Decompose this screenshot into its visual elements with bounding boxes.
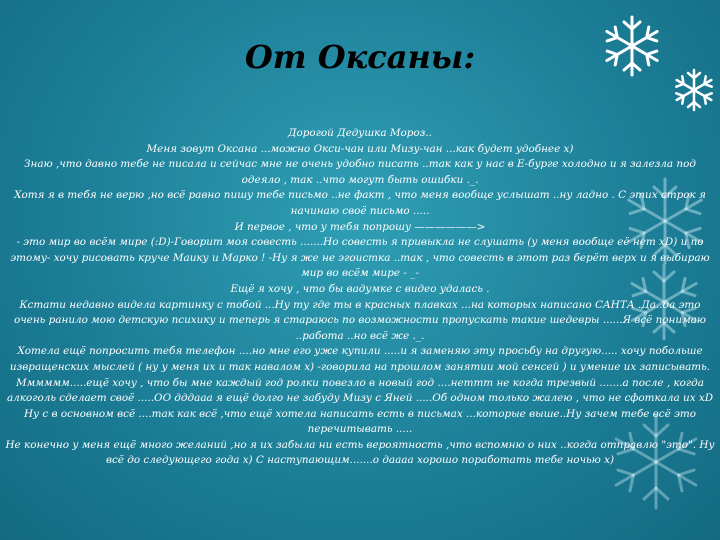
letter-line: И первое , что у тебя попрошу ——————> [234, 220, 486, 233]
letter-line: Меня зовут Оксана ...можно Окси-чан или Мизу-чан ...как будет удобнее х) [146, 142, 574, 155]
letter-line: Хотела ещё попросить тебя телефон ....но мне его уже купили .....и я заменяю эту просьбу на другую..... хочу побольше извращенских мыслей ( ну у меня их и так навалом х) -говорила на прошлом занятии мой сенсей ) и умение их записывать. Мммммм.....ещё хочу , что бы мне каждый год ролки повезло в новый год ....неттт не когда трезвый .......а после , когда алкоголь сделает своё .....ОО дддааа я ещё долго не забуду Мизу с Яней .....Об одном только жалею , что не сфоткала их xD [6, 345, 714, 405]
letter-line: - это мир во всём мире (:D)-Говорит моя совесть .......Но совесть я привыкла не слушать (у меня вообще её нет xD) и по этому- хочу рисовать круче Маику и Марко ! -Ну я же не эгоистка ..так , что совесть в этот раз берёт верх и я выбираю мир во всём мире - _- [10, 236, 710, 280]
letter-line: Ну с в основном всё ....так как всё ,что ещё хотела написать есть в письмах ...которые выше..Ну зачем тебе всё это перечитывать ..... [23, 407, 697, 436]
letter-line: Знаю ,что давно тебе не писала и сейчас мне не очень удобно писать ..так как у нас в Е-бурге холодно и я залезла под одеяло , так ..что могут быть ошибки ._. [24, 158, 696, 186]
letter-line: Кстати недавно видела картинку с тобой ...Ну ту где ты в красных плавках ...на которых написано САНТА .Да..да это очень ранило мою детскую психику и теперь я стараюсь по возможности пропускать такие шедевры ......Я всё понимаю ..работа ..но всё же ._. [13, 298, 707, 342]
letter-line: Дорогой Дедушка Мороз.. [288, 127, 432, 139]
letter-line: Ещё я хочу , что бы вадумке с видео удалась . [230, 282, 490, 295]
page-title: От Оксаны: [244, 38, 476, 76]
letter-body [4, 126, 716, 469]
letter-line: Хотя я в тебя не верю ,но всё равно пишу тебе письмо ..не факт , что меня вообще услышат ..ну ладно . С этих строк я начинаю своё письмо ..... [14, 189, 706, 217]
letter-line: Не конечно у меня ещё много желаний ,но я их забыла ни есть вероятность ,что вспомню о них ..когда отправлю "это". Ну всё до следующего года х) С наступающим.......о даааа хорошо поработать тебе ночью х) [5, 438, 715, 467]
